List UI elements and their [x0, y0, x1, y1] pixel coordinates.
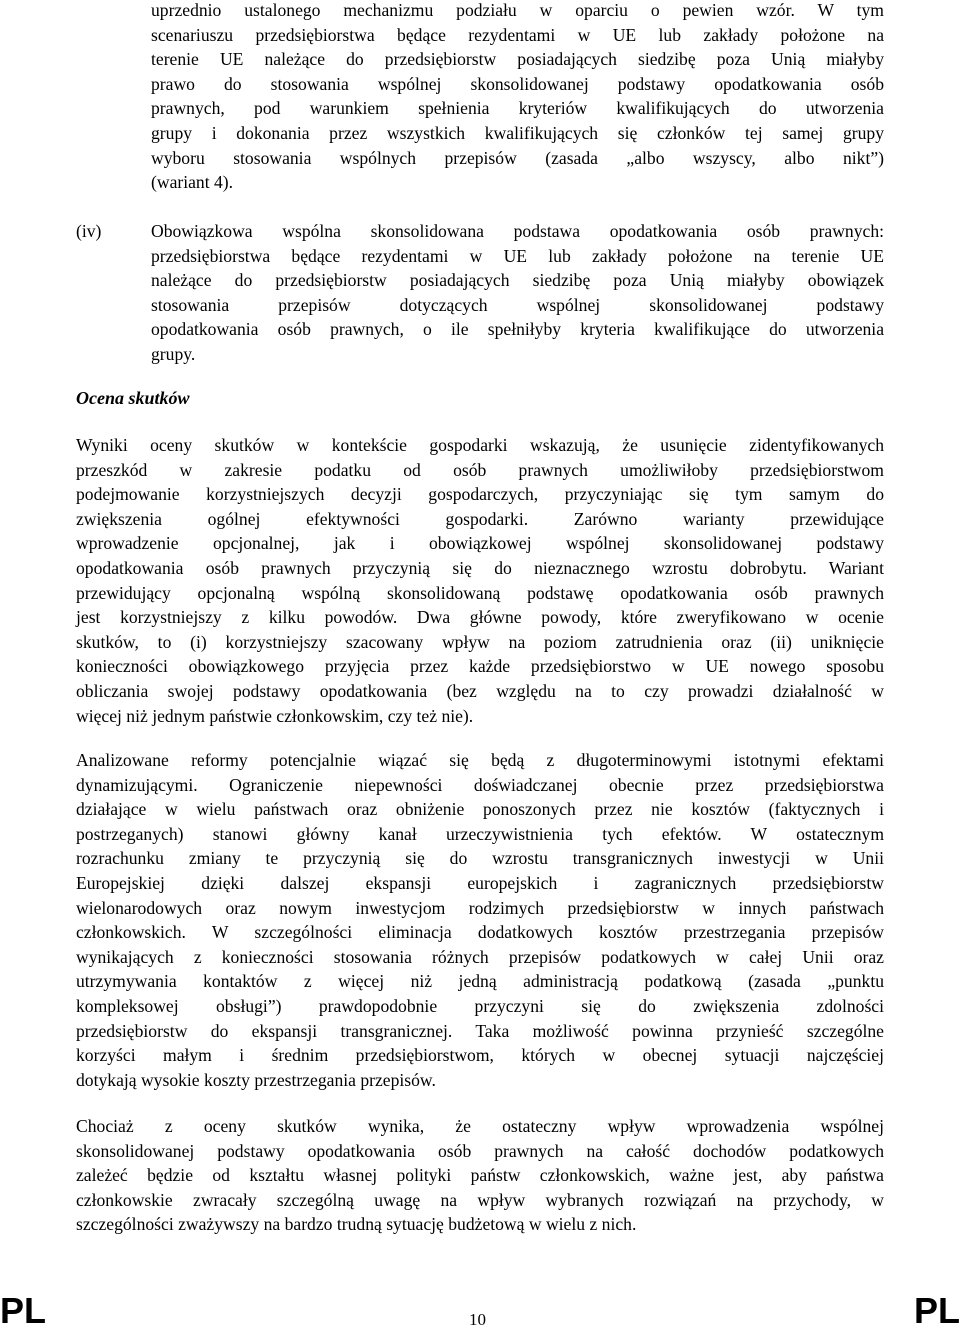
text-line: obliczania swojej podstawy opodatkowania (bez względu na to czy prowadzi działalność w [76, 680, 884, 701]
footer-language-left: PL [0, 1290, 47, 1331]
text-line: Europejskiej dzięki dalszej ekspansji europejskich i zagranicznych przedsiębiorstw [76, 872, 884, 893]
text-line: członkowskich. W szczególności eliminacja dodatkowych kosztów przestrzegania przepisów [76, 922, 884, 943]
text-line: korzyści małym i średnim przedsiębiorstwom, których w obecnej sytuacji najczęściej [76, 1045, 884, 1066]
text-line: rozrachunku zmiany te przyczynią się do wzrostu transgranicznych inwestycji w Unii [76, 848, 884, 869]
text-line: Analizowane reformy potencjalnie wiązać się będą z długoterminowymi istotnymi efektami [76, 750, 884, 770]
text-line: opodatkowania osób prawnych, o ile spełniłyby kryteria kwalifikujące do utworzenia [151, 319, 884, 340]
paragraph-economic-impact [76, 433, 884, 728]
text-line: wielonarodowych oraz nowym inwestycjom rodzimych przedsiębiorstw w innych państwach [76, 897, 884, 918]
list-marker-iv: (iv) [76, 221, 102, 241]
text-line: (wariant 4). [151, 172, 234, 193]
text-line: kompleksowej obsługi”) prawdopodobnie przyczyni się do zwiększenia zdolności [76, 995, 884, 1016]
text-line: Obowiązkowa wspólna skonsolidowana podstawa opodatkowania osób prawnych: [151, 221, 884, 241]
text-line: prawnych, pod warunkiem spełnienia kryteriów kwalifikujących do utworzenia [151, 98, 884, 119]
text-line: przeszkód w zakresie podatku od osób prawnych umożliwiłoby przedsiębiorstwom [76, 459, 884, 480]
text-line: grupy i dokonania przez wszystkich kwalifikujących się członków tej samej grupy [151, 122, 884, 143]
text-line: Wyniki oceny skutków w kontekście gospodarki wskazują, że usunięcie zidentyfikowanych [76, 435, 884, 455]
list-item-iv-text [151, 219, 884, 367]
footer-language-right: PL [913, 1290, 960, 1331]
text-line: działające w wielu państwach oraz obniżenie ponoszonych przez nie kosztów (faktycznych i [76, 799, 884, 820]
text-line: utrzymywania kontaktów z więcej niż jedną administracją podatkową (zasada „punktu [76, 971, 884, 992]
text-line: członkowskie zwracały szczególną uwagę na wpływ wybranych rozwiązań na przychody, w [76, 1189, 884, 1210]
text-line: przedsiębiorstwa będące rezydentami w UE lub zakłady położone na terenie UE [151, 245, 884, 266]
text-line: Chociaż z oceny skutków wynika, że ostateczny wpływ wprowadzenia wspólnej [76, 1116, 884, 1136]
text-line: prawo do stosowania wspólnej skonsolidowanej podstawy opodatkowania osób [151, 73, 884, 94]
text-line: zwiększenia ogólnej efektywności gospodarki. Zarówno warianty przewidujące [76, 508, 884, 529]
text-line: dotykają wysokie koszty przestrzegania przepisów. [76, 1069, 436, 1090]
text-line: postrzeganych) stanowi główny kanał urzeczywistnienia tych efektów. W ostatecznym [76, 823, 884, 844]
text-line: uprzednio ustalonego mechanizmu podziału w oparciu o pewien wzór. W tym [151, 0, 884, 20]
text-line: opodatkowania osób prawnych przyczynią się do nieznacznego wzrostu dobrobytu. Wariant [76, 557, 884, 578]
paragraph-tax-revenue [76, 1114, 884, 1237]
text-line: terenie UE należące do przedsiębiorstw posiadających siedzibę poza Unią miałyby [151, 49, 884, 70]
text-line: wyboru stosowania wspólnych przepisów (zasada „albo wszyscy, albo nikt”) [151, 147, 884, 168]
text-line: wynikających z konieczności stosowania różnych przepisów podatkowych w całej Unii oraz [76, 946, 884, 967]
paragraph-dynamic-effects [76, 748, 884, 1092]
text-line: wprowadzenie opcjonalnej, jak i obowiązkowej wspólnej skonsolidowanej podstawy [76, 533, 884, 554]
text-line: grupy. [151, 343, 196, 364]
text-line: zależeć będzie od kształtu własnej polityki państw członkowskich, ważne jest, aby państwa [76, 1165, 884, 1186]
intro-paragraph [151, 0, 884, 195]
footer-page-number: 10 [469, 1310, 486, 1329]
text-line: konieczności obowiązkowego przyjęcia przez każde przedsiębiorstwo w UE nowego sposobu [76, 656, 884, 677]
text-line: stosowania przepisów dotyczących wspólnej skonsolidowanej podstawy [151, 294, 884, 315]
text-line: jest korzystniejszy z kilku powodów. Dwa główne powody, które zweryfikowano w ocenie [76, 607, 884, 628]
text-line: należące do przedsiębiorstw posiadających siedzibę poza Unią miałyby obowiązek [151, 270, 884, 291]
text-line: scenariuszu przedsiębiorstwa będące rezydentami w UE lub zakłady położone na [151, 24, 884, 45]
text-line: przewidujący opcjonalną wspólną skonsolidowaną podstawę opodatkowania osób prawnych [76, 582, 884, 603]
text-line: dynamizującymi. Ograniczenie niepewności doświadczanej obecnie przez przedsiębiorstwa [76, 774, 884, 795]
text-line: podejmowanie korzystniejszych decyzji gospodarczych, przyczyniając się tym samym do [76, 484, 884, 505]
text-line: więcej niż jednym państwie członkowskim, czy też nie). [76, 705, 474, 726]
text-line: skutków, to (i) korzystniejszy szacowany wpływ na poziom zatrudnienia oraz (ii) uniknięcie [76, 631, 884, 652]
text-line: przedsiębiorstw do ekspansji transgranicznej. Taka możliwość powinna przynieść szczególne [76, 1020, 884, 1041]
section-heading: Ocena skutków [76, 388, 190, 408]
text-line: szczególności zważywszy na bardzo trudną sytuację budżetową w wielu z nich. [76, 1214, 637, 1235]
text-line: skonsolidowanej podstawy opodatkowania osób prawnych na całość dochodów podatkowych [76, 1140, 884, 1161]
